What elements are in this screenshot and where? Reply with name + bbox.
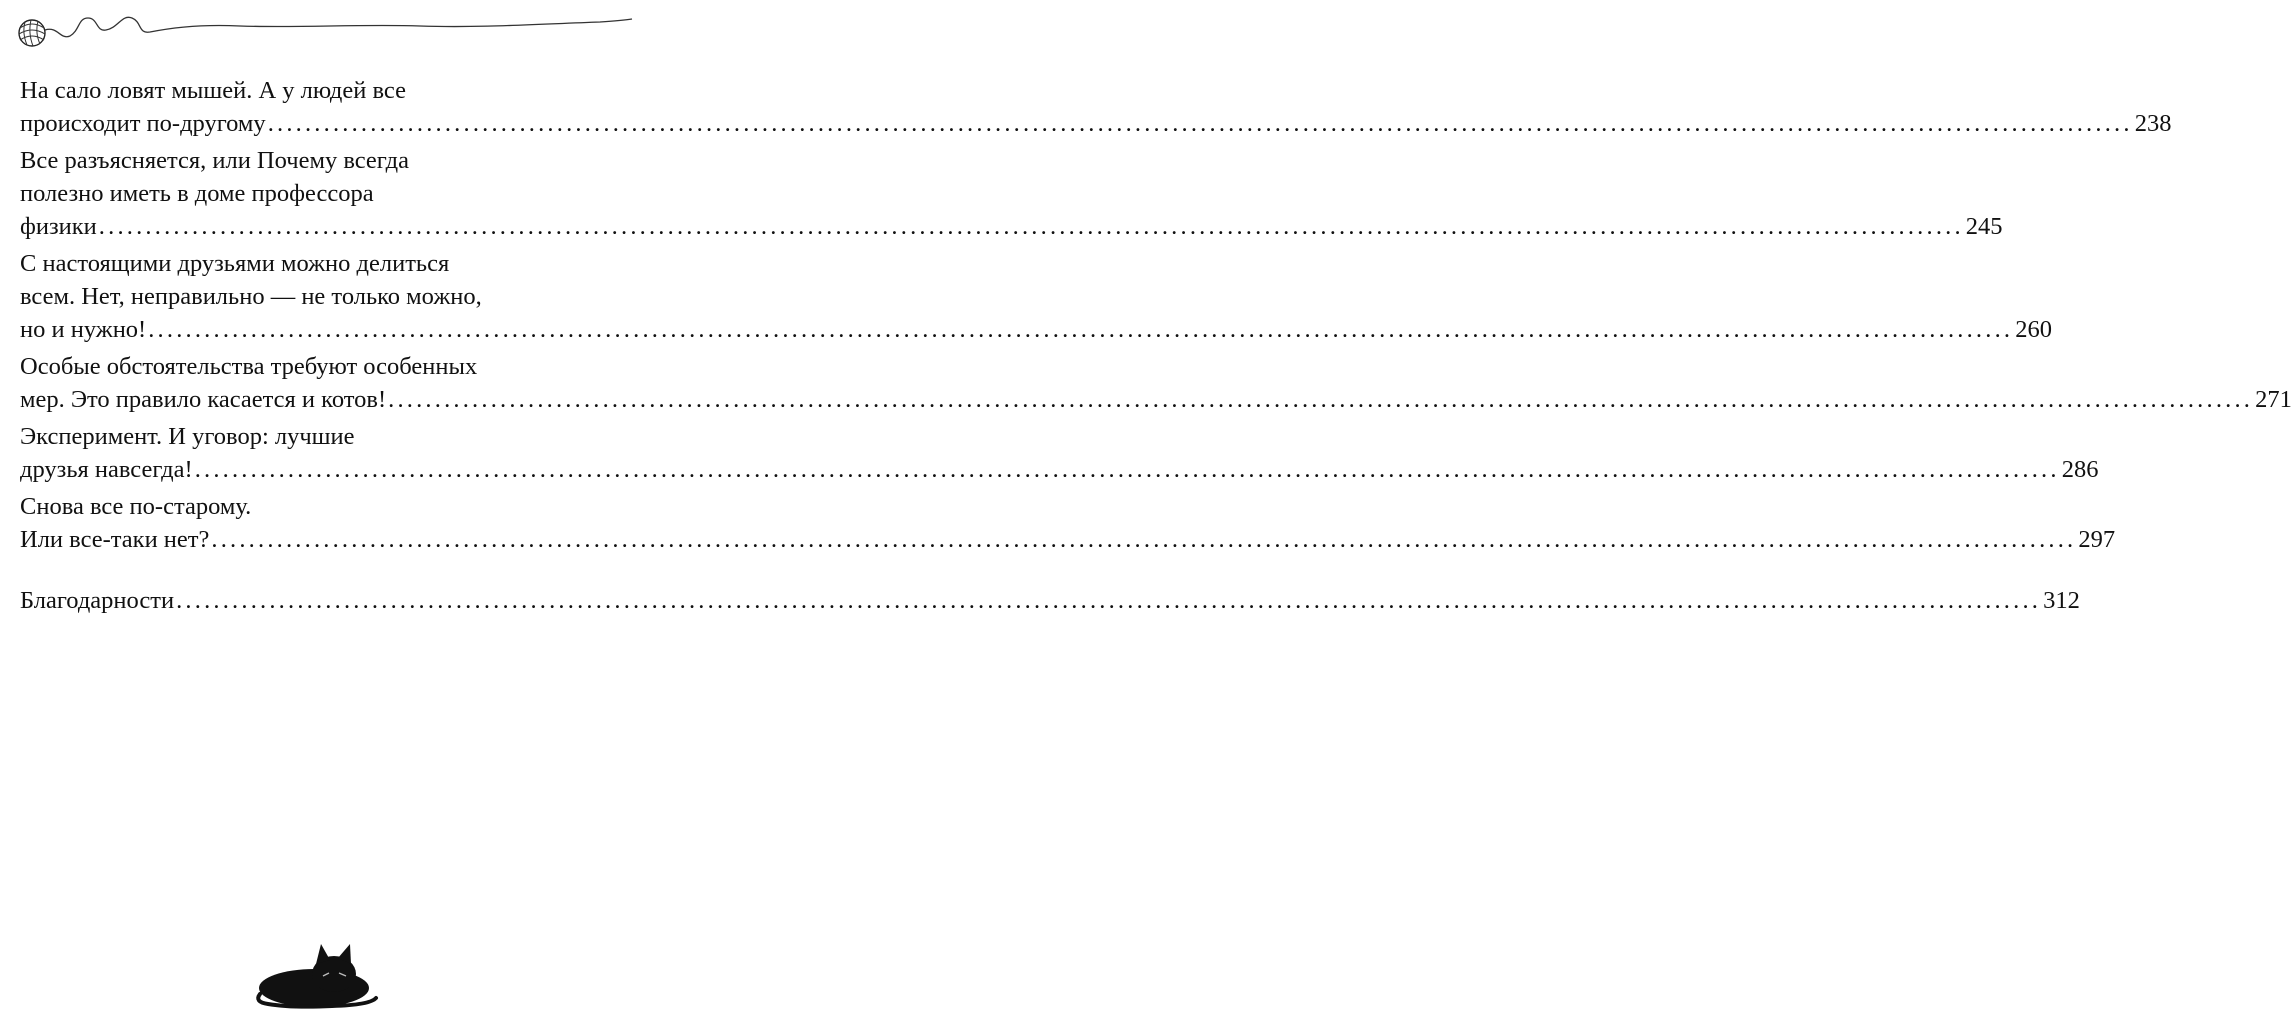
- toc-entry-title-line: С настоящими друзьями можно делиться: [20, 250, 450, 277]
- toc-entry: [20, 350, 2292, 416]
- toc-entry-last-line: [20, 523, 2116, 556]
- yarn-thread-ornament: [0, 0, 644, 60]
- dot-leader: ........................................................................................................................................................................................................: [267, 110, 2133, 137]
- toc-entry-title-end: Или все-таки нет?: [20, 526, 210, 553]
- toc-entry-title-line: Эксперимент. И уговор: лучшие: [20, 423, 355, 450]
- dot-leader: ........................................................................................................................................................................................................: [176, 587, 2042, 614]
- toc-entry-title-line: Снова все по-старому.: [20, 493, 252, 520]
- toc-entry-title-end: физики: [20, 213, 97, 240]
- toc-entry: [20, 247, 2052, 346]
- toc-entry-title-end: Благодарности: [20, 587, 175, 614]
- toc-entry-title-end: друзья навсегда!: [20, 456, 193, 483]
- yarn-thread: [45, 17, 632, 36]
- dot-leader: ........................................................................................................................................................................................................: [388, 386, 2254, 413]
- dot-leader: ........................................................................................................................................................................................................: [98, 213, 1964, 240]
- toc-page-number: 312: [2043, 587, 2080, 614]
- toc-entry: [20, 490, 2116, 556]
- toc-entry: [20, 74, 2172, 140]
- toc-entry-title-line: Все разъясняется, или Почему всегда: [20, 147, 409, 174]
- toc-page-number: 260: [2015, 316, 2052, 343]
- dot-leader: ........................................................................................................................................................................................................: [148, 316, 2014, 343]
- toc-entry-last-line: [20, 107, 2172, 140]
- toc-entry-last-line: [20, 584, 2080, 617]
- toc-entry-last-line: [20, 313, 2052, 346]
- dot-leader: ........................................................................................................................................................................................................: [211, 526, 2077, 553]
- toc-entry-title-line: всем. Нет, неправильно — не только можно,: [20, 283, 482, 310]
- toc-entry: [20, 584, 2080, 617]
- yarn-ball-icon: [19, 20, 45, 46]
- sleeping-cat-icon: [252, 938, 382, 1008]
- toc-page-number: 286: [2061, 456, 2099, 483]
- toc-page-number: 297: [2078, 526, 2116, 553]
- toc-page-number: 271: [2255, 386, 2292, 413]
- toc-entry: [20, 420, 2099, 486]
- toc-entry-title-end: но и нужно!: [20, 316, 147, 343]
- toc-entry-title-end: мер. Это правило касается и котов!: [20, 386, 387, 413]
- toc-page-number: 245: [1965, 213, 2003, 240]
- toc-entry-title-line: полезно иметь в доме профессора: [20, 180, 374, 207]
- toc-entry: [20, 144, 2003, 243]
- table-of-contents: [20, 74, 2292, 621]
- toc-entry-title-end: происходит по-другому: [20, 110, 266, 137]
- dot-leader: ........................................................................................................................................................................................................: [194, 456, 2060, 483]
- toc-entry-title-line: На сало ловят мышей. А у людей все: [20, 77, 406, 104]
- toc-entry-title-line: Особые обстоятельства требуют особенных: [20, 353, 478, 380]
- toc-entry-last-line: [20, 383, 2292, 416]
- toc-entry-last-line: [20, 210, 2003, 243]
- toc-entry-last-line: [20, 453, 2099, 486]
- toc-page-number: 238: [2134, 110, 2172, 137]
